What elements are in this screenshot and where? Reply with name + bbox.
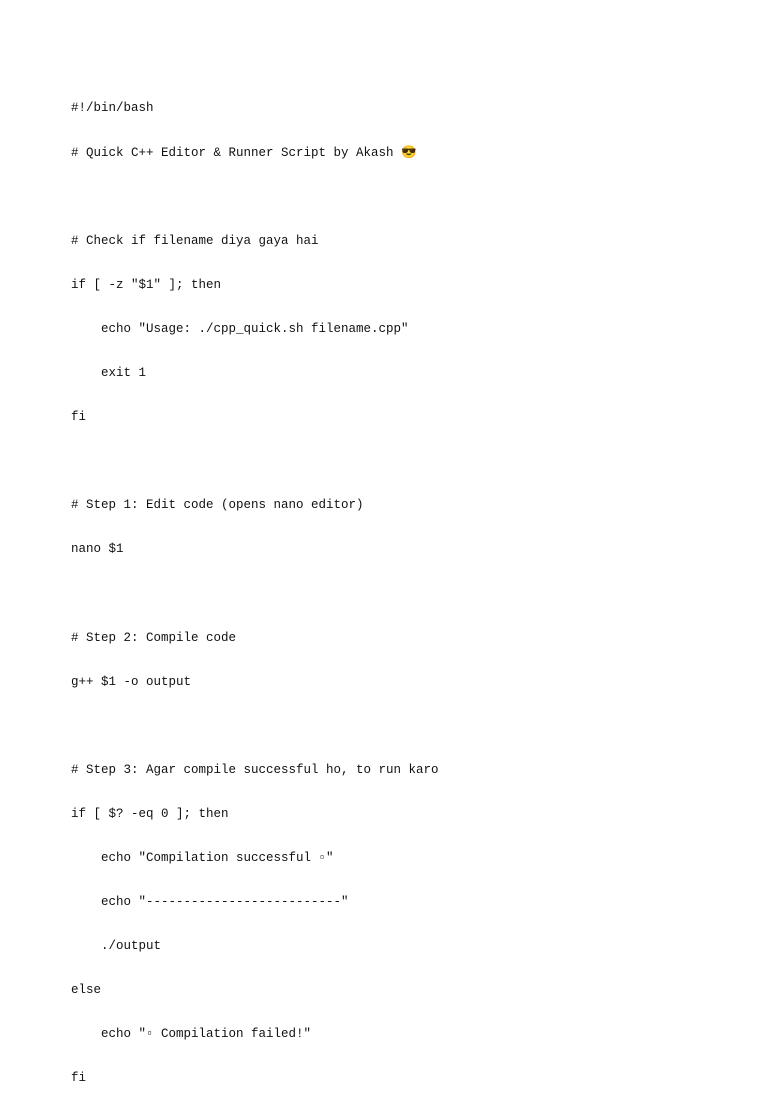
code-line: exit 1 [71, 365, 147, 380]
code-line [71, 586, 439, 601]
code-line: if [ $? -eq 0 ]; then [71, 806, 229, 821]
code-line: if [ -z "$1" ]; then [71, 277, 222, 292]
code-line [71, 190, 439, 205]
code-line [71, 719, 439, 734]
code-line: # Step 1: Edit code (opens nano editor) [71, 498, 364, 513]
code-line: echo "▫ Compilation failed!" [71, 1027, 312, 1042]
code-line: # Step 3: Agar compile successful ho, to run karo [71, 762, 439, 777]
code-line [71, 454, 439, 469]
code-line: echo "--------------------------" [71, 895, 349, 910]
code-line: #!/bin/bash [71, 101, 154, 116]
code-line: echo "Compilation successful ▫" [71, 851, 334, 865]
code-line: # Step 2: Compile code [71, 630, 237, 645]
code-line: g++ $1 -o output [71, 674, 192, 689]
code-line: # Quick C++ Editor & Runner Script by Akash 😎 [71, 145, 417, 160]
script-text [71, 72, 439, 1116]
code-line: ./output [71, 939, 162, 954]
code-line: fi [71, 1071, 87, 1086]
code-line: nano $1 [71, 542, 124, 557]
code-line: echo "Usage: ./cpp_quick.sh filename.cpp" [71, 321, 409, 336]
code-line: else [71, 983, 102, 998]
code-line: # Check if filename diya gaya hai [71, 233, 319, 248]
code-line: fi [71, 410, 87, 425]
